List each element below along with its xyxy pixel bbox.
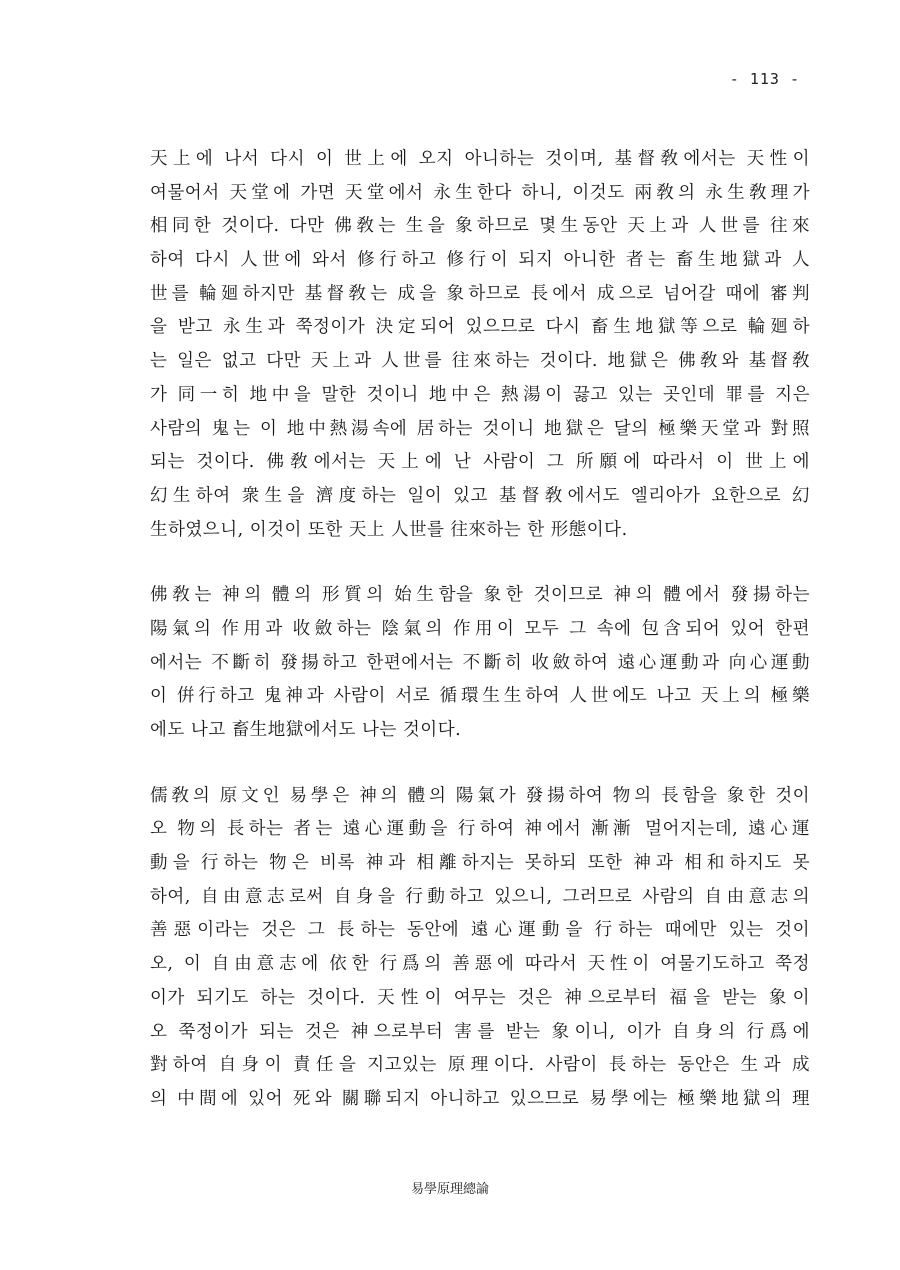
text-line: 生하였으니, 이것이 또한 天上 人世를 往來하는 한 形態이다. [150, 519, 628, 540]
text-line: 는 일은 없고 다만 天上과 人世를 往來하는 것이다. 地獄은 佛敎와 基督敎 [150, 351, 810, 372]
text-line: 天上에 나서 다시 이 世上에 오지 아니하는 것이며, 基督敎에서는 天性이 [150, 149, 810, 169]
text-line: 을 받고 永生과 쭉정이가 決定되어 있으므로 다시 畜生地獄等으로 輪廻하 [150, 317, 810, 338]
text-line: 하여 다시 人世에 와서 修行하고 修行이 되지 아니한 者는 畜生地獄과 人 [150, 250, 810, 271]
text-line: 陽氣의 作用과 收斂하는 陰氣의 作用이 모두 그 속에 包含되어 있어 한편 [150, 618, 810, 639]
text-line: 사람의 鬼는 이 地中熱湯속에 居하는 것이니 地獄은 달의 極樂天堂과 對照 [150, 418, 810, 439]
text-line: 動을 行하는 物은 비록 神과 相離하지는 못하되 또한 神과 相和하지도 못 [150, 853, 810, 874]
paragraph-3 [150, 780, 810, 1117]
text-line: 에서는 不斷히 發揚하고 한편에서는 不斷히 收斂하여 遠心運動과 向心運動 [150, 652, 810, 673]
footer-book-title: 易學原理總論 [410, 1182, 489, 1197]
text-line: 이가 되기도 하는 것이다. 天性이 여무는 것은 神으로부터 福을 받는 象이 [150, 987, 810, 1008]
text-line: 世를 輪廻하지만 基督敎는 成을 象하므로 長에서 成으로 넘어갈 때에 審判 [150, 283, 810, 304]
text-line: 相同한 것이다. 다만 佛敎는 生을 象하므로 몇生동안 天上과 人世를 往來 [150, 216, 810, 237]
body-text [150, 143, 810, 1117]
page-number: - 113 - [729, 70, 800, 88]
text-line: 오 쭉정이가 되는 것은 神으로부터 害를 받는 象이니, 이가 自身의 行爲에 [150, 1021, 810, 1042]
text-line: 가 同一히 地中을 말한 것이니 地中은 熱湯이 끓고 있는 곳인데 罪를 지은 [150, 384, 810, 405]
text-line: 對하여 自身이 責任을 지고있는 原理이다. 사람이 長하는 동안은 生과 成 [150, 1055, 810, 1076]
text-line: 오, 이 自由意志에 依한 行爲의 善惡에 따라서 天性이 여물기도하고 쭉정 [150, 954, 810, 975]
text-line: 의 中間에 있어 死와 關聯되지 아니하고 있으므로 易學에는 極樂地獄의 理 [150, 1088, 810, 1109]
text-line: 佛敎는 神의 體의 形質의 始生함을 象한 것이므로 神의 體에서 發揚하는 [150, 585, 810, 606]
paragraph-1 [150, 143, 810, 547]
text-line: 에도 나고 畜生地獄에서도 나는 것이다. [150, 720, 462, 740]
text-line: 오 物의 長하는 者는 遠心運動을 行하여 神에서 漸漸 멀어지는데, 遠心運 [150, 819, 810, 840]
paragraph-2 [150, 579, 810, 747]
text-line: 하여, 自由意志로써 自身을 行動하고 있으니, 그러므로 사람의 自由意志의 [150, 886, 810, 907]
text-line: 儒敎의 原文인 易學은 神의 體의 陽氣가 發揚하여 物의 長함을 象한 것이 [150, 785, 810, 806]
text-line: 되는 것이다. 佛敎에서는 天上에 난 사람이 그 所願에 따라서 이 世上에 [150, 452, 810, 473]
text-line: 이 倂行하고 鬼神과 사람이 서로 循環生生하여 人世에도 나고 天上의 極樂 [150, 686, 810, 707]
text-line: 善惡이라는 것은 그 長하는 동안에 遠心運動을 行하는 때에만 있는 것이 [150, 920, 810, 941]
text-line: 여물어서 天堂에 가면 天堂에서 永生한다 하니, 이것도 兩敎의 永生敎理가 [150, 182, 810, 203]
text-line: 幻生하여 衆生을 濟度하는 일이 있고 基督敎에서도 엘리아가 요한으로 幻 [150, 485, 810, 506]
